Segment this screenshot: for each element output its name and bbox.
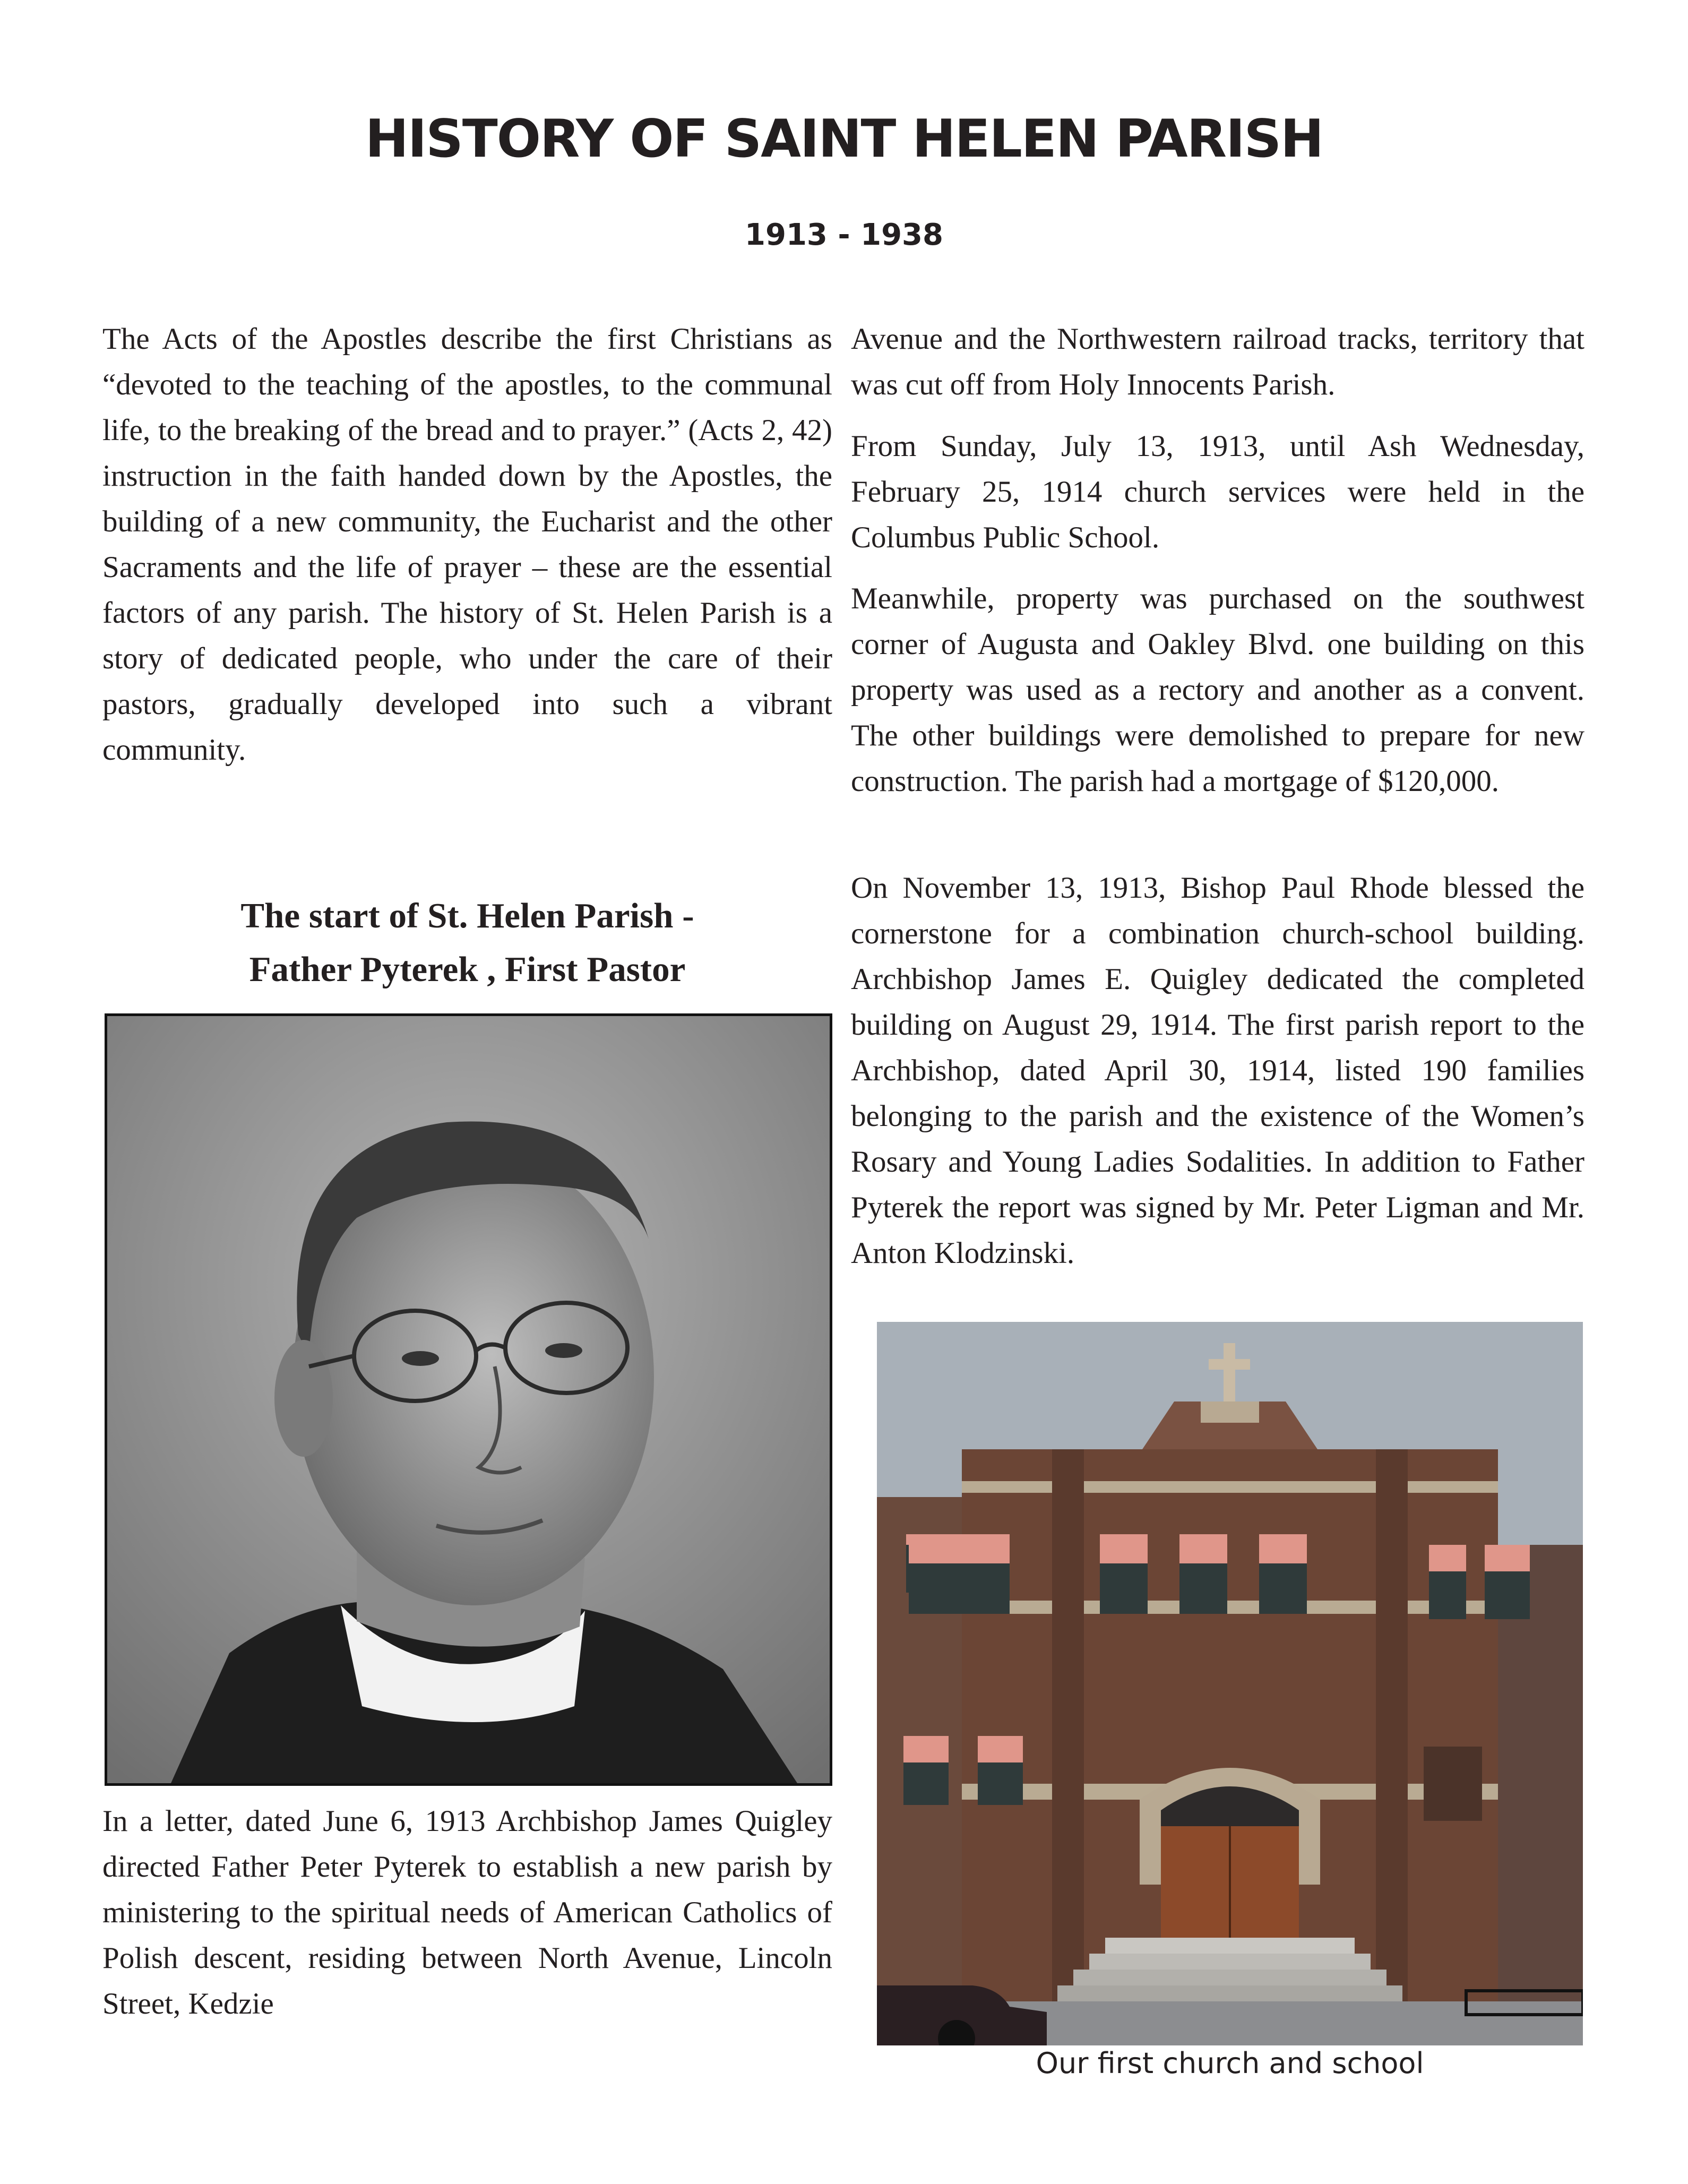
church-photo-caption: Our first church and school	[1036, 2047, 1424, 2080]
father-pyterek-portrait	[105, 1013, 832, 1786]
first-church-photo	[877, 1322, 1583, 2045]
right-paragraph-1: Avenue and the Northwestern railroad tracks, territory that was cut off from Holy Innocents Parish.	[851, 322, 1584, 401]
subheading-line-1: The start of St. Helen Parish -	[240, 896, 694, 935]
page-title: HISTORY OF SAINT HELEN PARISH	[365, 109, 1323, 169]
years-subtitle: 1913 - 1938	[745, 218, 943, 252]
right-paragraph-4: On November 13, 1913, Bishop Paul Rhode blessed the cornerstone for a combination church-school building. Archbishop James E. Quigley dedicated the completed building on August 29, 1914. The first parish report to the Archbishop, dated April 30, 1914, listed 190 families belonging to the parish and the existence of the Women’s Rosary and Young Ladies Sodalities. In addition to Father Pyterek the report was signed by Mr. Peter Ligman and Mr. Anton Klodzinski.	[851, 871, 1584, 1270]
letter-paragraph: In a letter, dated June 6, 1913 Archbishop James Quigley directed Father Peter Pyterek to establish a new parish by ministering to the spiritual needs of American Catholics of Polish descent, residing between North Avenue, Lincoln Street, Kedzie	[102, 1804, 832, 2020]
right-paragraph-3: Meanwhile, property was purchased on the southwest corner of Augusta and Oakley Blvd. one building on this property was used as a rectory and another as a convent. The other buildings were demolished to prepare for new construction. The parish had a mortgage of $120,000.	[851, 582, 1584, 798]
section-subheading	[102, 889, 832, 996]
intro-paragraph: The Acts of the Apostles describe the first Christians as “devoted to the teaching of the apostles, to the communal life, to the breaking of the bread and to prayer.” (Acts 2, 42) instruction in the faith handed down by the Apostles, the building of a new community, the Eucharist and the other Sacraments and the life of prayer – these are the essential factors of any parish. The history of St. Helen Parish is a story of dedicated people, who under the care of their pastors, gradually developed into such a vibrant community.	[102, 322, 832, 767]
subheading-line-2: Father Pyterek , First Pastor	[249, 950, 686, 989]
right-paragraph-2: From Sunday, July 13, 1913, until Ash Wednesday, February 25, 1914 church services were held in the Columbus Public School.	[851, 429, 1584, 554]
